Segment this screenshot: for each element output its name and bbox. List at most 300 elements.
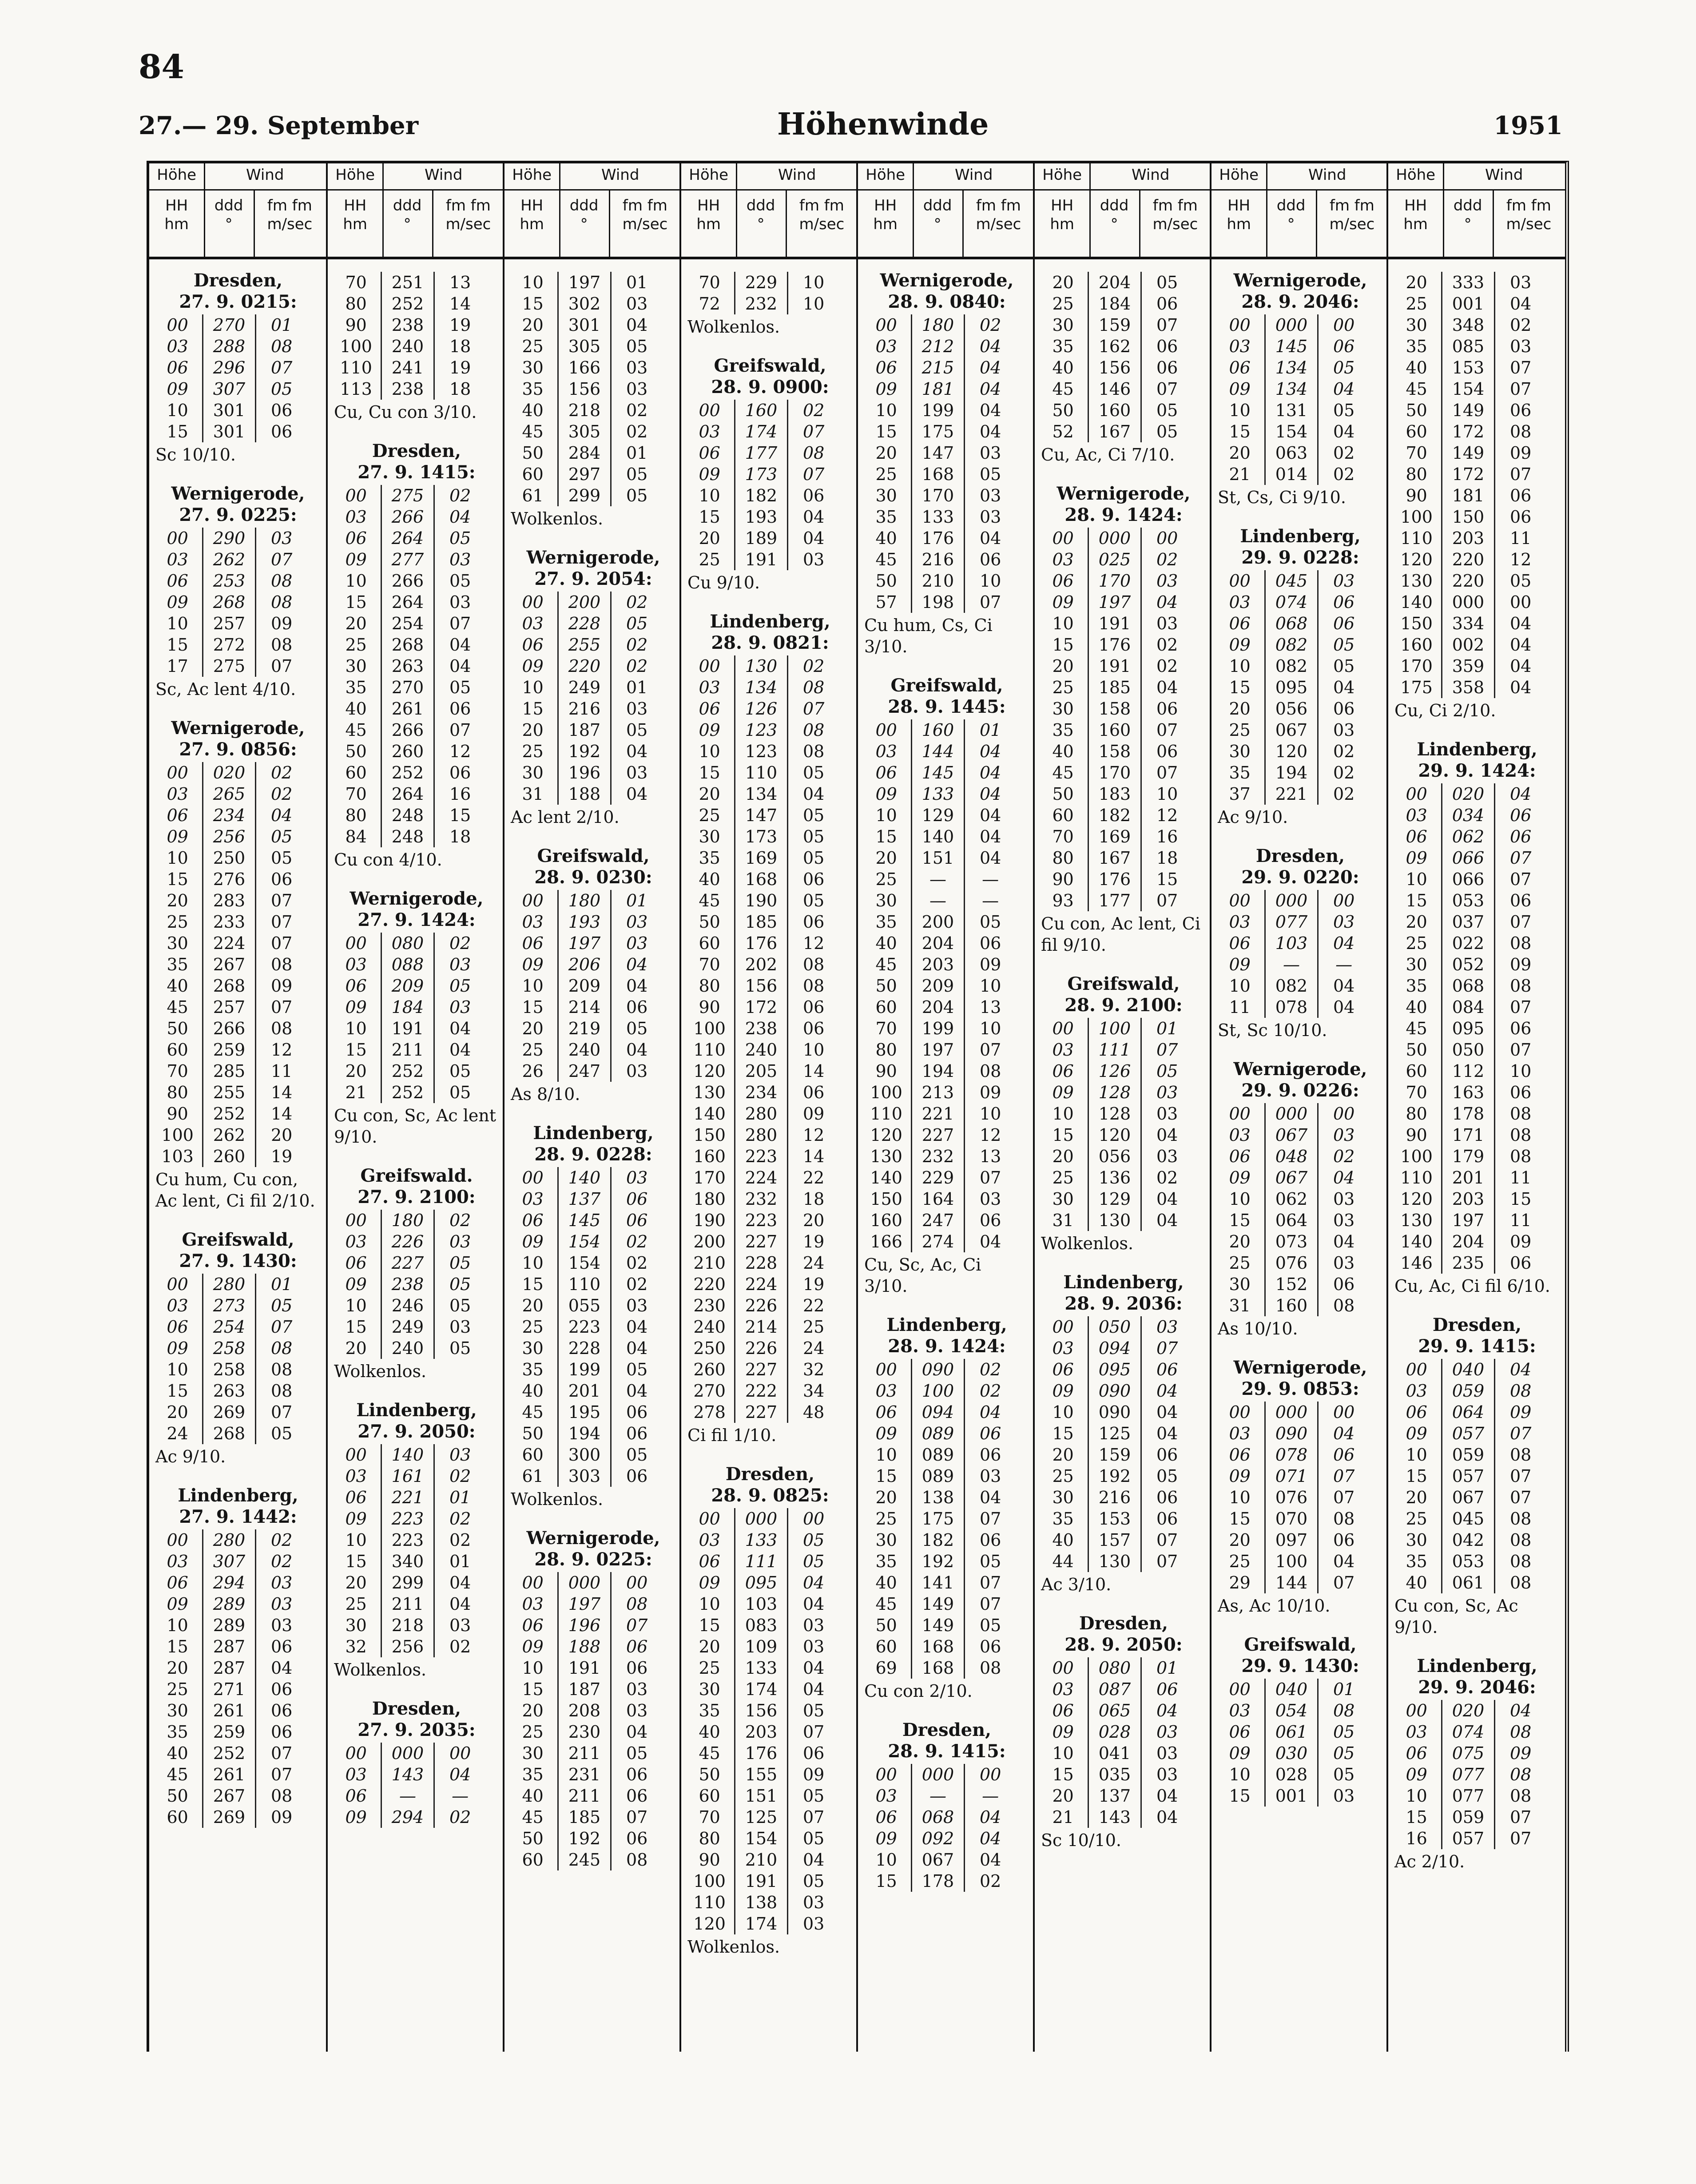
speed-cell: 06 bbox=[610, 1636, 663, 1657]
speed-cell: 03 bbox=[964, 442, 1016, 464]
height-cell: 15 bbox=[345, 592, 367, 612]
direction-cell: 205 bbox=[734, 1060, 786, 1082]
station-name: Wernigerode, bbox=[171, 483, 305, 504]
sounding-block bbox=[331, 272, 502, 423]
direction-cell: 172 bbox=[734, 997, 786, 1018]
speed-cell: 07 bbox=[964, 1593, 1016, 1615]
direction-cell: 241 bbox=[381, 357, 433, 378]
speed-cell: 04 bbox=[964, 1849, 1016, 1870]
height-cell: 60 bbox=[875, 1637, 897, 1656]
speed-cell: 06 bbox=[1140, 1679, 1193, 1700]
direction-cell: 254 bbox=[202, 1316, 254, 1338]
direction-cell: 147 bbox=[911, 442, 963, 464]
speed-cell: 06 bbox=[1140, 1508, 1193, 1529]
height-cell: 03 bbox=[1406, 1381, 1427, 1401]
direction-cell: 149 bbox=[1441, 442, 1493, 464]
speed-cell: 08 bbox=[610, 1849, 663, 1870]
table-row bbox=[508, 911, 679, 933]
table-row bbox=[862, 1572, 1032, 1593]
table-row bbox=[331, 1039, 502, 1060]
direction-cell: 176 bbox=[911, 528, 963, 549]
direction-cell: 283 bbox=[202, 890, 254, 911]
speed-cell: 02 bbox=[433, 1636, 486, 1657]
table-row bbox=[508, 1785, 679, 1807]
direction-cell: 334 bbox=[1441, 613, 1493, 634]
speed-cell: 04 bbox=[964, 741, 1016, 762]
direction-cell: 129 bbox=[1088, 1188, 1140, 1210]
height-cell: 10 bbox=[167, 401, 188, 420]
height-cell: 09 bbox=[875, 1829, 897, 1848]
table-row bbox=[1215, 442, 1386, 464]
table-row bbox=[1215, 1402, 1386, 1423]
speed-cell: 01 bbox=[610, 890, 663, 911]
height-cell: 06 bbox=[167, 358, 188, 377]
speed-cell: 02 bbox=[610, 655, 663, 677]
height-cell: 35 bbox=[167, 955, 188, 974]
station-name: Lindenberg, bbox=[1240, 526, 1361, 547]
height-cell: 150 bbox=[1400, 614, 1433, 633]
speed-cell: 02 bbox=[1317, 741, 1370, 762]
table-row bbox=[685, 528, 855, 549]
direction-cell: 262 bbox=[202, 1124, 254, 1146]
table-row bbox=[153, 1402, 323, 1423]
height-cell: 06 bbox=[875, 1402, 897, 1422]
speed-cell: 05 bbox=[787, 847, 839, 869]
table-row bbox=[508, 336, 679, 357]
station-name: Greifswald, bbox=[1244, 1634, 1357, 1655]
speed-cell: 08 bbox=[1494, 1551, 1546, 1572]
direction-cell: 085 bbox=[1441, 336, 1493, 357]
height-cell: 35 bbox=[875, 507, 897, 527]
direction-cell: 269 bbox=[202, 1807, 254, 1828]
direction-cell: 249 bbox=[381, 1316, 433, 1338]
height-cell: 09 bbox=[875, 379, 897, 399]
table-row bbox=[862, 933, 1032, 954]
height-cell: 130 bbox=[1400, 1211, 1433, 1230]
direction-cell: 020 bbox=[202, 762, 254, 783]
direction-cell: 174 bbox=[734, 1679, 786, 1700]
speed-cell: 04 bbox=[787, 1593, 839, 1615]
height-cell: 25 bbox=[522, 1317, 544, 1337]
speed-cell: 06 bbox=[1494, 400, 1546, 421]
height-cell: 150 bbox=[870, 1189, 902, 1209]
height-cell: 60 bbox=[167, 1040, 188, 1060]
header-hoehe: Höhe bbox=[512, 166, 552, 184]
speed-cell: 03 bbox=[255, 1615, 307, 1636]
height-cell: 15 bbox=[1229, 1786, 1251, 1806]
direction-cell: 000 bbox=[734, 1508, 786, 1529]
height-cell: 40 bbox=[522, 1381, 544, 1401]
direction-cell: 175 bbox=[911, 1508, 963, 1529]
station-name: Dresden, bbox=[372, 441, 461, 461]
sounding-rows bbox=[1392, 1359, 1562, 1593]
speed-cell: 02 bbox=[1317, 464, 1370, 485]
speed-cell: 03 bbox=[787, 1892, 839, 1913]
height-cell: 30 bbox=[875, 1530, 897, 1550]
cloud-remark: Sc, Ac lent 4/10. bbox=[155, 679, 296, 699]
direction-cell: 305 bbox=[557, 336, 610, 357]
speed-cell: 03 bbox=[787, 1913, 839, 1934]
sounding-block bbox=[153, 1485, 323, 1828]
speed-cell: 48 bbox=[787, 1402, 839, 1423]
speed-cell: 13 bbox=[964, 1146, 1016, 1167]
direction-cell: 150 bbox=[1441, 506, 1493, 528]
direction-cell: 212 bbox=[911, 336, 963, 357]
height-cell: 40 bbox=[345, 699, 367, 719]
table-row bbox=[1215, 1700, 1386, 1721]
table-row bbox=[331, 1210, 502, 1231]
table-row bbox=[153, 762, 323, 783]
height-cell: 06 bbox=[1229, 1147, 1251, 1166]
header-wind: Wind bbox=[954, 166, 993, 184]
observation-time: 28. 9. 0230: bbox=[534, 867, 652, 888]
direction-cell: 028 bbox=[1088, 1721, 1140, 1743]
speed-cell: 07 bbox=[1140, 1039, 1193, 1060]
height-cell: 15 bbox=[875, 1466, 897, 1486]
header-hm-label: hm bbox=[520, 215, 544, 233]
speed-cell: 02 bbox=[433, 1465, 486, 1487]
table-row bbox=[862, 464, 1032, 485]
direction-cell: 257 bbox=[202, 997, 254, 1018]
height-cell: 15 bbox=[1229, 1509, 1251, 1529]
direction-cell: 305 bbox=[557, 421, 610, 442]
header-fmfm-label: fm fm bbox=[1329, 197, 1374, 214]
height-cell: 44 bbox=[1052, 1552, 1074, 1571]
header-fm bbox=[432, 196, 504, 234]
direction-cell: 224 bbox=[734, 1167, 786, 1188]
height-cell: 40 bbox=[1406, 358, 1427, 377]
speed-cell: 04 bbox=[964, 378, 1016, 400]
height-cell: 00 bbox=[1406, 1701, 1427, 1720]
table-row bbox=[508, 1295, 679, 1316]
speed-cell: 19 bbox=[433, 357, 486, 378]
table-row bbox=[153, 613, 323, 634]
observation-time: 29. 9. 0226: bbox=[1241, 1080, 1359, 1101]
direction-cell: 197 bbox=[1088, 592, 1140, 613]
direction-cell: 149 bbox=[1441, 400, 1493, 421]
speed-cell: 08 bbox=[787, 975, 839, 997]
direction-cell: 077 bbox=[1441, 1785, 1493, 1807]
speed-cell: — bbox=[964, 869, 1016, 890]
height-cell: 35 bbox=[345, 678, 367, 697]
direction-cell: 188 bbox=[557, 783, 610, 805]
station-name: Wernigerode, bbox=[350, 888, 484, 909]
cloud-remark: Ac lent 2/10. bbox=[511, 807, 620, 827]
sounding-block bbox=[1215, 526, 1386, 828]
speed-cell: 08 bbox=[1494, 1508, 1546, 1529]
height-cell: 40 bbox=[1052, 742, 1074, 761]
height-cell: 20 bbox=[522, 1019, 544, 1038]
direction-cell: 226 bbox=[734, 1295, 786, 1316]
table-row bbox=[1038, 1210, 1209, 1231]
direction-cell: 000 bbox=[1441, 592, 1493, 613]
direction-cell: 224 bbox=[734, 1274, 786, 1295]
height-cell: 130 bbox=[870, 1147, 902, 1166]
table-row bbox=[508, 1210, 679, 1231]
direction-cell: 199 bbox=[911, 1018, 963, 1039]
table-row bbox=[508, 1721, 679, 1743]
station-name: Dresden, bbox=[902, 1719, 992, 1740]
height-cell: 15 bbox=[1052, 1125, 1074, 1145]
direction-cell: 178 bbox=[911, 1870, 963, 1892]
table-row bbox=[1038, 1529, 1209, 1551]
speed-cell: 04 bbox=[1494, 783, 1546, 805]
table-row bbox=[862, 314, 1032, 336]
station-name: Wernigerode, bbox=[1233, 270, 1367, 291]
direction-cell: 221 bbox=[911, 1103, 963, 1124]
table-row bbox=[508, 1849, 679, 1870]
sounding-rows bbox=[685, 272, 855, 314]
height-cell: 09 bbox=[345, 1509, 367, 1529]
table-row bbox=[508, 1359, 679, 1380]
observation-time: 27. 9. 1430: bbox=[179, 1251, 297, 1271]
height-cell: 06 bbox=[1052, 571, 1074, 591]
sounding-block bbox=[1392, 739, 1562, 1297]
table-row bbox=[331, 1231, 502, 1252]
height-cell: 45 bbox=[875, 550, 897, 569]
station-name: Lindenberg, bbox=[1063, 1272, 1184, 1293]
height-cell: 10 bbox=[1406, 1786, 1427, 1806]
header-rule bbox=[328, 189, 504, 191]
direction-cell: — bbox=[911, 869, 963, 890]
sounding-rows bbox=[1215, 1679, 1386, 1807]
speed-cell: 02 bbox=[1494, 314, 1546, 336]
height-cell: 20 bbox=[167, 891, 188, 910]
sounding-rows bbox=[331, 485, 502, 847]
height-cell: 00 bbox=[345, 933, 367, 953]
height-cell: 20 bbox=[345, 614, 367, 633]
direction-cell: 168 bbox=[911, 1657, 963, 1679]
height-cell: 70 bbox=[167, 1061, 188, 1081]
height-cell: 25 bbox=[167, 1680, 188, 1699]
height-cell: 45 bbox=[167, 1765, 188, 1784]
height-cell: 21 bbox=[1229, 465, 1251, 484]
header-msec-label: m/sec bbox=[1329, 215, 1375, 233]
table-row bbox=[1392, 1380, 1562, 1402]
direction-cell: 296 bbox=[202, 357, 254, 378]
speed-cell: 04 bbox=[433, 634, 486, 655]
sounding-block bbox=[862, 1719, 1032, 1892]
header-wind: Wind bbox=[424, 166, 463, 184]
table-row bbox=[508, 1338, 679, 1359]
height-cell: 113 bbox=[340, 379, 372, 399]
height-cell: 30 bbox=[1052, 699, 1074, 719]
direction-cell: 191 bbox=[734, 1870, 786, 1892]
header-deg-label: ° bbox=[1287, 215, 1295, 233]
height-cell: 50 bbox=[875, 976, 897, 996]
speed-cell: 02 bbox=[1317, 442, 1370, 464]
speed-cell: 06 bbox=[1494, 506, 1546, 528]
height-cell: 00 bbox=[167, 1530, 188, 1550]
direction-cell: 167 bbox=[1088, 421, 1140, 442]
header-ddd-label: ddd bbox=[214, 197, 243, 214]
sounding-rows bbox=[1215, 890, 1386, 1018]
height-cell: 70 bbox=[875, 1019, 897, 1038]
height-cell: 20 bbox=[522, 1701, 544, 1720]
speed-cell: 02 bbox=[255, 762, 307, 783]
direction-cell: 137 bbox=[557, 1188, 610, 1210]
height-cell: 30 bbox=[875, 486, 897, 505]
speed-cell: 08 bbox=[255, 570, 307, 592]
speed-cell: 08 bbox=[1494, 1785, 1546, 1807]
height-cell: 15 bbox=[1406, 1807, 1427, 1827]
height-cell: 03 bbox=[1406, 806, 1427, 825]
speed-cell: 04 bbox=[1494, 634, 1546, 655]
height-cell: 80 bbox=[345, 294, 367, 314]
height-cell: 00 bbox=[522, 1168, 544, 1187]
table-row bbox=[685, 677, 855, 698]
height-cell: 00 bbox=[345, 1211, 367, 1230]
height-cell: 15 bbox=[875, 422, 897, 441]
direction-cell: 264 bbox=[381, 592, 433, 613]
height-cell: 30 bbox=[522, 1338, 544, 1358]
height-cell: 20 bbox=[1052, 656, 1074, 676]
direction-cell: 191 bbox=[557, 1657, 610, 1679]
height-cell: 90 bbox=[345, 315, 367, 335]
table-row bbox=[331, 1060, 502, 1082]
height-cell: 03 bbox=[522, 1189, 544, 1209]
direction-cell: 192 bbox=[557, 741, 610, 762]
table-row bbox=[1392, 464, 1562, 485]
table-row bbox=[1392, 293, 1562, 314]
table-row bbox=[862, 890, 1032, 911]
observation-time: 29. 9. 1430: bbox=[1241, 1656, 1359, 1676]
height-cell: 03 bbox=[1052, 1680, 1074, 1699]
speed-cell: 07 bbox=[787, 1807, 839, 1828]
height-cell: 20 bbox=[699, 1637, 720, 1656]
station-name: Wernigerode, bbox=[880, 270, 1014, 291]
table-row bbox=[685, 1721, 855, 1743]
speed-cell: 03 bbox=[610, 1060, 663, 1082]
table-row bbox=[862, 1849, 1032, 1870]
sounding-rows bbox=[1392, 783, 1562, 1274]
direction-cell: 303 bbox=[557, 1465, 610, 1487]
direction-cell: 256 bbox=[202, 826, 254, 847]
header-fmfm-label: fm fm bbox=[1506, 197, 1551, 214]
table-row bbox=[508, 1764, 679, 1785]
cloud-remark: Ac 3/10. bbox=[1041, 1575, 1112, 1594]
table-row bbox=[331, 272, 502, 293]
height-cell: 35 bbox=[167, 1722, 188, 1742]
table-row bbox=[1215, 400, 1386, 421]
cloud-remark: Cu con, Ac lent, Ci fil 9/10. bbox=[1041, 914, 1200, 955]
speed-cell: 05 bbox=[1317, 1743, 1370, 1764]
header-wind: Wind bbox=[1131, 166, 1170, 184]
direction-cell: 209 bbox=[381, 975, 433, 997]
table-row bbox=[862, 1870, 1032, 1892]
direction-cell: 227 bbox=[734, 1402, 786, 1423]
sounding-block bbox=[508, 272, 679, 529]
cloud-remark: Ac 9/10. bbox=[1218, 807, 1288, 827]
table-row bbox=[685, 1295, 855, 1316]
sounding-block bbox=[508, 1528, 679, 1870]
direction-cell: 143 bbox=[381, 1764, 433, 1785]
direction-cell: 078 bbox=[1264, 1444, 1317, 1465]
speed-cell: 03 bbox=[1317, 1124, 1370, 1146]
table-row bbox=[1392, 890, 1562, 911]
speed-cell: 07 bbox=[1494, 1807, 1546, 1828]
height-cell: 06 bbox=[522, 1211, 544, 1230]
table-row bbox=[1038, 1657, 1209, 1679]
table-row bbox=[685, 1103, 855, 1124]
sounding-rows bbox=[862, 1764, 1032, 1892]
table-row bbox=[1392, 805, 1562, 826]
direction-cell: 120 bbox=[1088, 1124, 1140, 1146]
direction-cell: 158 bbox=[1088, 698, 1140, 719]
direction-cell: 156 bbox=[557, 378, 610, 400]
speed-cell: 02 bbox=[610, 400, 663, 421]
table-row bbox=[1038, 421, 1209, 442]
table-column bbox=[679, 163, 858, 2052]
height-cell: 90 bbox=[699, 997, 720, 1017]
speed-cell: 04 bbox=[1494, 1700, 1546, 1721]
height-cell: 03 bbox=[345, 1765, 367, 1784]
direction-cell: 211 bbox=[557, 1743, 610, 1764]
direction-cell: 151 bbox=[911, 847, 963, 869]
speed-cell: 05 bbox=[610, 1018, 663, 1039]
speed-cell: 05 bbox=[1317, 1764, 1370, 1785]
height-cell: 37 bbox=[1229, 784, 1251, 804]
height-cell: 25 bbox=[1052, 1168, 1074, 1187]
height-cell: 50 bbox=[699, 1765, 720, 1784]
table-row bbox=[1392, 1060, 1562, 1082]
height-cell: 10 bbox=[167, 848, 188, 868]
direction-cell: 077 bbox=[1441, 1764, 1493, 1785]
direction-cell: 084 bbox=[1441, 997, 1493, 1018]
speed-cell: 06 bbox=[1317, 1529, 1370, 1551]
speed-cell: 08 bbox=[255, 954, 307, 975]
direction-cell: 082 bbox=[1264, 975, 1317, 997]
table-row bbox=[508, 1636, 679, 1657]
header-hm-label: hm bbox=[343, 215, 368, 233]
speed-cell: 19 bbox=[787, 1231, 839, 1252]
table-row bbox=[1038, 1402, 1209, 1423]
column-body bbox=[331, 270, 502, 1846]
speed-cell: 08 bbox=[1494, 421, 1546, 442]
speed-cell: 08 bbox=[255, 592, 307, 613]
station-name: Greifswald, bbox=[182, 1229, 294, 1250]
height-cell: 25 bbox=[167, 912, 188, 932]
direction-cell: 276 bbox=[202, 869, 254, 890]
table-row bbox=[1038, 677, 1209, 698]
direction-cell: 063 bbox=[1264, 442, 1317, 464]
height-cell: 15 bbox=[875, 827, 897, 846]
table-row bbox=[1038, 762, 1209, 783]
direction-cell: 103 bbox=[734, 1593, 786, 1615]
table-row bbox=[685, 997, 855, 1018]
header-hh bbox=[149, 196, 204, 234]
height-cell: 25 bbox=[522, 742, 544, 761]
table-row bbox=[862, 485, 1032, 506]
table-row bbox=[685, 1124, 855, 1146]
height-cell: 10 bbox=[522, 1658, 544, 1678]
cloud-remark: Wolkenlos. bbox=[334, 1362, 427, 1381]
height-cell: 10 bbox=[1229, 656, 1251, 676]
speed-cell: 06 bbox=[1140, 1487, 1193, 1508]
speed-cell: 04 bbox=[787, 1849, 839, 1870]
direction-cell: 188 bbox=[557, 1636, 610, 1657]
table-row bbox=[685, 1359, 855, 1380]
direction-cell: 290 bbox=[202, 528, 254, 549]
height-cell: 03 bbox=[167, 337, 188, 356]
height-cell: 10 bbox=[1229, 1488, 1251, 1507]
height-cell: 06 bbox=[522, 1616, 544, 1635]
table-row bbox=[331, 1338, 502, 1359]
speed-cell: 03 bbox=[964, 1188, 1016, 1210]
height-cell: 103 bbox=[161, 1147, 194, 1166]
speed-cell: 19 bbox=[433, 314, 486, 336]
header-ddd bbox=[382, 196, 432, 234]
